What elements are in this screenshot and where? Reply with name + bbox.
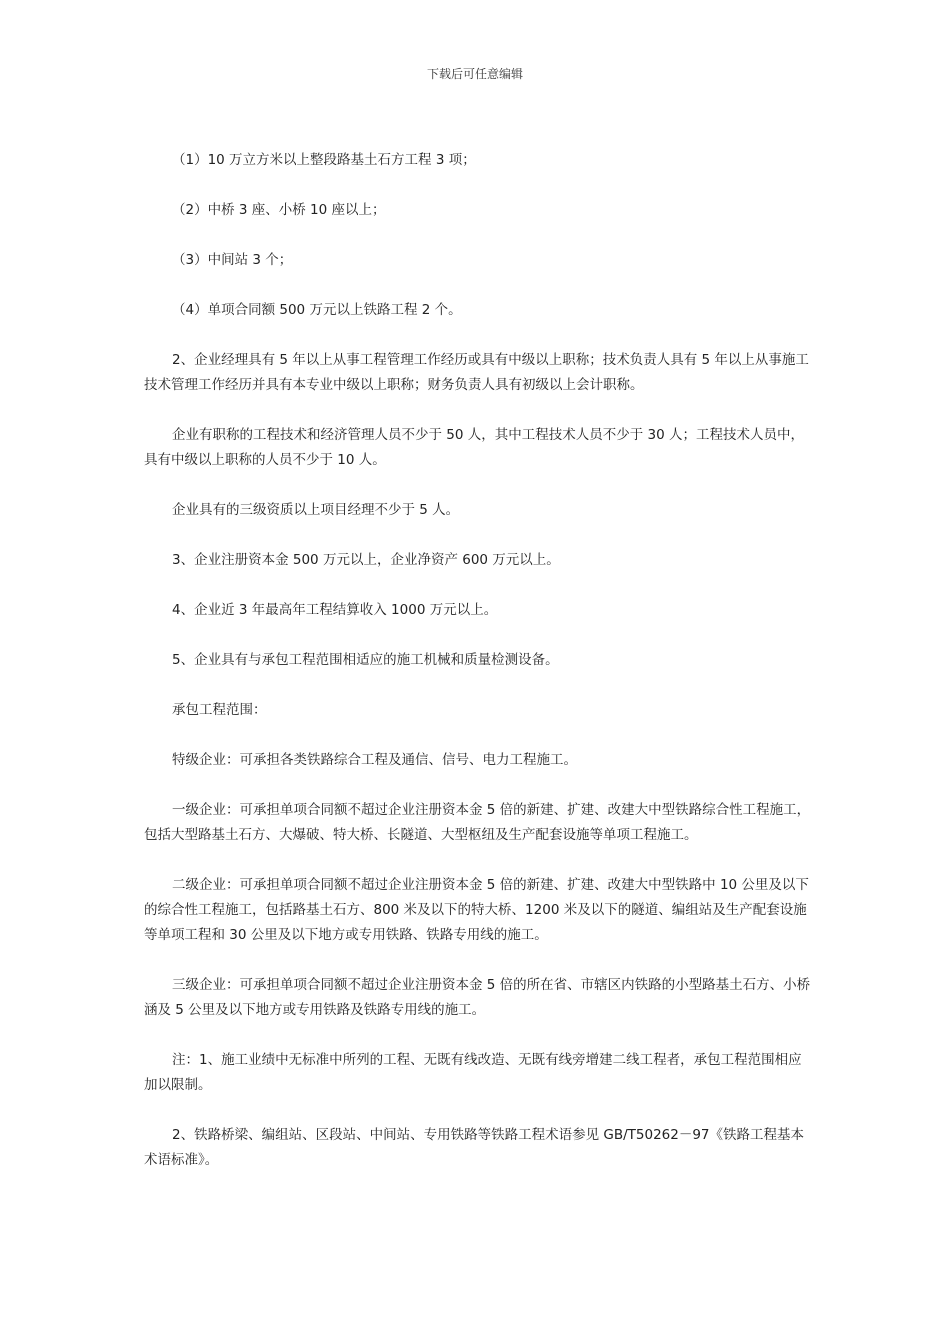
paragraph-1: （1）10 万立方米以上整段路基土石方工程 3 项； xyxy=(172,152,476,168)
paragraph-9: 4、企业近 3 年最高年工程结算收入 1000 万元以上。 xyxy=(172,602,498,618)
paragraph-11: 承包工程范围： xyxy=(172,702,267,718)
paragraph-15: 三级企业：可承担单项合同额不超过企业注册资本金 5 倍的所在省、市辖区内铁路的小型路基土石方、小桥涵及 5 公里及以下地方或专用铁路及铁路专用线的施工。 xyxy=(144,977,811,1018)
paragraph-14: 二级企业：可承担单项合同额不超过企业注册资本金 5 倍的新建、扩建、改建大中型铁路中 10 公里及以下的综合性工程施工，包括路基土石方、800 米及以下的特大桥、1200 米及以下的隧道、编组站及生产配套设施等单项工程和 30 公里及以下地方或专用铁路、铁路专用线的施工。 xyxy=(144,877,809,943)
paragraph-8: 3、企业注册资本金 500 万元以上，企业净资产 600 万元以上。 xyxy=(172,552,560,568)
paragraph-10: 5、企业具有与承包工程范围相适应的施工机械和质量检测设备。 xyxy=(172,652,559,668)
page-header: 下载后可任意编辑 xyxy=(426,67,523,81)
paragraph-12: 特级企业：可承担各类铁路综合工程及通信、信号、电力工程施工。 xyxy=(172,752,577,768)
paragraph-3: （3）中间站 3 个； xyxy=(172,252,293,268)
paragraph-2: （2）中桥 3 座、小桥 10 座以上； xyxy=(172,202,386,218)
document-body xyxy=(144,148,814,1198)
paragraph-7: 企业具有的三级资质以上项目经理不少于 5 人。 xyxy=(172,502,460,518)
paragraph-4: （4）单项合同额 500 万元以上铁路工程 2 个。 xyxy=(172,302,462,318)
paragraph-5: 2、企业经理具有 5 年以上从事工程管理工作经历或具有中级以上职称；技术负责人具有 5 年以上从事施工技术管理工作经历并具有本专业中级以上职称；财务负责人具有初级以上会计职称。 xyxy=(144,352,809,393)
paragraph-13: 一级企业：可承担单项合同额不超过企业注册资本金 5 倍的新建、扩建、改建大中型铁路综合性工程施工，包括大型路基土石方、大爆破、特大桥、长隧道、大型枢纽及生产配套设施等单项工程施工。 xyxy=(144,802,811,843)
paragraph-6: 企业有职称的工程技术和经济管理人员不少于 50 人，其中工程技术人员不少于 30 人；工程技术人员中，具有中级以上职称的人员不少于 10 人。 xyxy=(144,427,805,468)
paragraph-16: 注：1、施工业绩中无标准中所列的工程、无既有线改造、无既有线旁增建二线工程者，承包工程范围相应加以限制。 xyxy=(144,1052,802,1093)
paragraph-17: 2、铁路桥梁、编组站、区段站、中间站、专用铁路等铁路工程术语参见 GB/T50262－97《铁路工程基本术语标准》。 xyxy=(144,1127,805,1168)
